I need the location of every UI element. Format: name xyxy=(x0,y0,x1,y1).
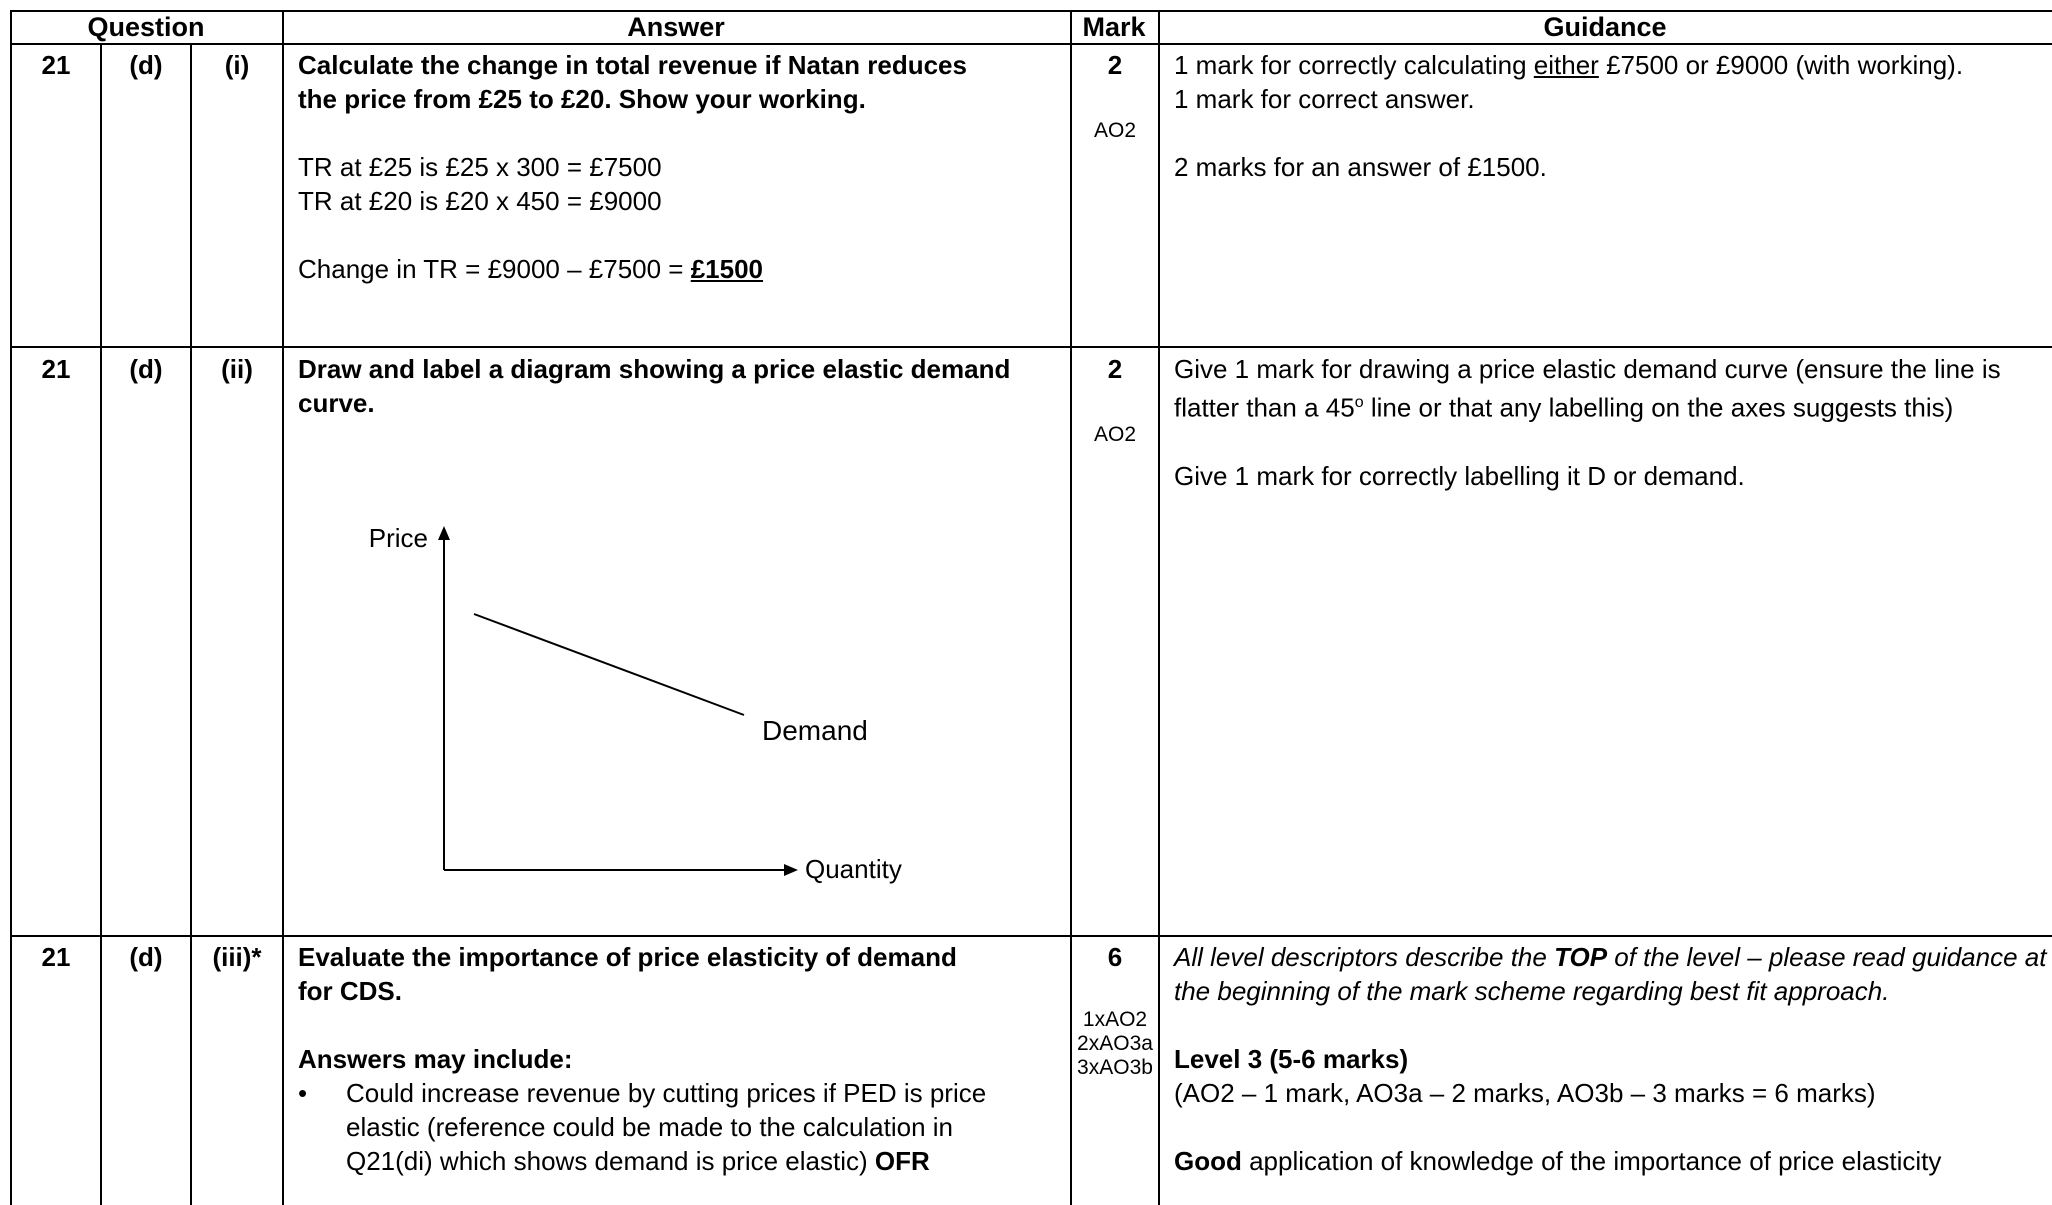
header-answer: Answer xyxy=(627,12,725,42)
row-3-question-subpart: (iii)* xyxy=(212,942,262,972)
row-1-question-text: Calculate the change in total revenue if Natan reduces the price from £25 to £20. Show your working. xyxy=(298,50,967,114)
row-2-bottom-border xyxy=(10,935,2052,937)
row-3-guidance xyxy=(1174,940,2048,1178)
answers-may-include-heading: Answers may include: xyxy=(298,1044,573,1074)
row-3-ao-line-3: 3xAO3b xyxy=(1077,1056,1153,1079)
row-3-ao-line-2: 2xAO3a xyxy=(1077,1032,1153,1055)
row-2-question-text: Draw and label a diagram showing a price elastic demand curve. xyxy=(298,354,1011,418)
col-divider-sub xyxy=(190,43,192,1205)
row-3-question-text: Evaluate the importance of price elasticity of demand for CDS. xyxy=(298,942,957,1006)
row-1-change-line xyxy=(298,252,1058,286)
answer-bullet-list xyxy=(298,1076,1038,1178)
level-breakdown: (AO2 – 1 mark, AO3a – 2 marks, AO3b – 3 marks = 6 marks) xyxy=(1174,1078,1876,1108)
quantity-axis-arrow xyxy=(784,864,798,876)
quantity-axis-label: Quantity xyxy=(805,854,902,884)
row-1-working-line-1: TR at £25 is £25 x 300 = £7500 xyxy=(298,152,662,182)
row-3-answer xyxy=(298,940,1038,1178)
row-2-mark: 2 xyxy=(1107,354,1123,384)
price-axis-arrow xyxy=(438,526,450,540)
row-2-question-part: (d) xyxy=(129,354,163,384)
list-item: • Could increase revenue by cutting prices if PED is price elastic (reference could be made to the calculation in Q21(di) which shows demand is price elastic) OFR xyxy=(346,1076,1036,1178)
row-2-assessment-objective: AO2 xyxy=(1093,423,1137,446)
row-1-guidance-3: 2 marks for an answer of £1500. xyxy=(1174,152,1547,182)
row-2-guidance xyxy=(1174,352,2046,493)
row-1-guidance xyxy=(1174,48,2044,184)
row-1-guidance-1: 1 mark for correctly calculating either £7500 or £9000 (with working). xyxy=(1174,50,1964,80)
header-guidance: Guidance xyxy=(1543,12,1667,42)
row-1-mark: 2 xyxy=(1107,50,1123,80)
col-divider-guidance xyxy=(1158,10,1160,1205)
row-1-working-line-2: TR at £20 is £20 x 450 = £9000 xyxy=(298,186,662,216)
row-1-final-answer: £1500 xyxy=(690,254,764,284)
row-1-question-number: 21 xyxy=(41,50,71,80)
level-descriptor-note: All level descriptors describe the TOP of the level – please read guidance at the beginning of the mark scheme regarding best fit approach. xyxy=(1174,942,2047,1006)
row-1-question-part: (d) xyxy=(129,50,163,80)
row-3-question-part: (d) xyxy=(129,942,163,972)
row-1-guidance-2: 1 mark for correct answer. xyxy=(1174,84,1475,114)
row-3-mark: 6 xyxy=(1107,942,1123,972)
level-good-text: Good application of knowledge of the importance of price elasticity xyxy=(1174,1146,1942,1176)
row-1-change-prefix: Change in TR = £9000 – £7500 = xyxy=(298,254,691,284)
row-3-ao-line-1: 1xAO2 xyxy=(1082,1008,1148,1031)
col-divider-part xyxy=(100,43,102,1205)
row-1-question-subpart: (i) xyxy=(224,50,250,80)
row-2-guidance-2: Give 1 mark for correctly labelling it D or demand. xyxy=(1174,460,1745,491)
price-axis-label: Price xyxy=(368,523,428,553)
header-question: Question xyxy=(87,12,205,42)
row-3-question-number: 21 xyxy=(41,942,71,972)
demand-curve-label: Demand xyxy=(762,715,868,746)
row-2-question-number: 21 xyxy=(41,354,71,384)
table-left-border xyxy=(10,10,12,1205)
row-1-answer xyxy=(298,48,1058,286)
row-2-question-subpart: (ii) xyxy=(221,354,253,384)
header-bottom-border xyxy=(10,43,2052,45)
demand-curve xyxy=(474,614,744,715)
row-1-assessment-objective: AO2 xyxy=(1093,119,1137,142)
demand-curve-diagram xyxy=(284,500,1070,900)
header-mark: Mark xyxy=(1082,12,1146,42)
row-2-guidance-1: Give 1 mark for drawing a price elastic demand curve (ensure the line is flatter than a 45$^o$ line or that any labelling on the axes suggests this) xyxy=(1174,354,2001,423)
row-1-bottom-border xyxy=(10,346,2052,348)
level-heading: Level 3 (5-6 marks) xyxy=(1174,1044,1409,1074)
